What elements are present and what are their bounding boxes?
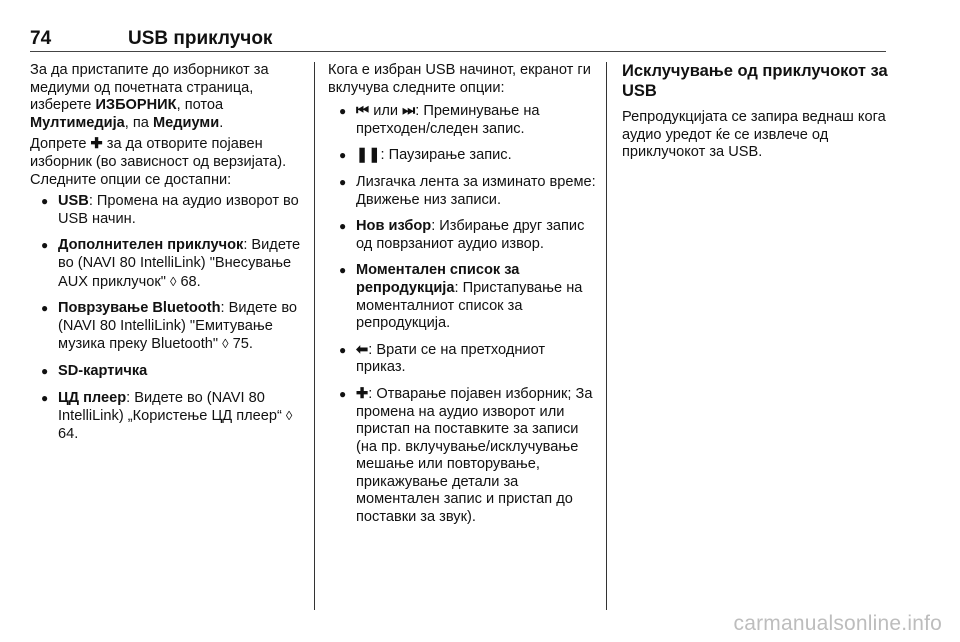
- options-list: [30, 193, 306, 443]
- multimedia-label: Мултимедија: [30, 114, 125, 131]
- list-item: [30, 193, 306, 228]
- list-item: [30, 390, 306, 444]
- list-item: [328, 262, 598, 332]
- skip-back-icon: ⏮: [356, 103, 370, 120]
- page-ref-icon: ◊: [169, 273, 177, 289]
- option-desc: : Паузирање запис.: [380, 147, 512, 164]
- option-desc: : Видете во (NAVI 80 IntelliLink) "Внесување AUX приклучок": [58, 237, 301, 290]
- page-ref: 64.: [58, 425, 79, 442]
- option-desc: : Избирање друг запис од поврзаниот аудио извор.: [356, 218, 585, 252]
- intro-text: , потоа: [176, 97, 224, 114]
- intro-text: За да пристапите до изборникот за медиуми од почетната страница, изберете: [30, 62, 269, 114]
- page-ref-icon: ◊: [222, 336, 229, 352]
- option-name: ЦД плеер: [58, 389, 127, 406]
- pause-icon: ❚❚: [356, 147, 381, 164]
- page-title: USB приклучок: [128, 28, 273, 49]
- skip-forward-icon: ⏭: [402, 103, 416, 120]
- option-desc: Лизгачка лента за изминато време: Движење низ записи.: [356, 173, 596, 208]
- menu-label: ИЗБОРНИК: [95, 97, 177, 114]
- column-middle: [328, 62, 598, 536]
- option-desc: : Врати се на претходниот приказ.: [356, 341, 546, 376]
- page-ref-icon: ◊: [285, 408, 293, 424]
- option-desc: : Видете во (NAVI 80 IntelliLink) „Користење ЦД плеер“: [58, 389, 286, 425]
- page-header: [30, 12, 886, 52]
- popup-text: за да отворите појавен изборник (во зависност од верзијата). Следните опции се достапни:: [30, 136, 287, 188]
- section-text: Репродукцијата се запира веднаш кога аудио уредот ќе се извлече од приклучокот за USB.: [622, 109, 886, 161]
- media-label: Медиуми: [152, 114, 220, 131]
- back-arrow-icon: ⬅: [356, 341, 369, 358]
- list-item: [30, 363, 306, 381]
- popup-text: Допрете: [30, 136, 91, 153]
- plus-icon: ✚: [356, 385, 369, 402]
- option-desc: : Видете во (NAVI 80 IntelliLink) "Емитување музика преку Bluetooth": [58, 300, 298, 353]
- option-name: Дополнителен приклучок: [58, 237, 244, 254]
- option-name: Моментален список за репродукција: [356, 262, 520, 296]
- option-desc: : Пристапување на моменталниот список за репродукција.: [356, 279, 583, 332]
- list-item: [30, 237, 306, 291]
- option-name: USB: [58, 193, 89, 210]
- popup-paragraph: [30, 136, 306, 189]
- option-name: SD-картичка: [58, 362, 148, 379]
- section-title: Исклучување од приклучокот за USB: [622, 62, 888, 100]
- usb-options-list: [328, 103, 598, 526]
- option-desc: : Промена на аудио изворот во USB начин.: [58, 193, 299, 227]
- list-item: [328, 174, 598, 209]
- intro-text: , па: [124, 114, 153, 131]
- page-ref: 68.: [180, 273, 201, 290]
- list-item: [30, 300, 306, 354]
- page-ref: 75.: [232, 336, 253, 353]
- usb-intro: Кога е избран USB начинот, екранот ги вклучува следните опции:: [328, 62, 591, 96]
- option-desc: : Преминување на претходен/следен запис.: [356, 103, 540, 137]
- list-item: [328, 103, 598, 138]
- column-divider: [606, 62, 607, 610]
- column-right: [622, 62, 890, 166]
- list-item: [328, 147, 598, 165]
- list-item: [328, 342, 598, 377]
- option-name: Поврзување Bluetooth: [58, 300, 221, 317]
- option-desc: или: [369, 103, 403, 120]
- option-name: Нов избор: [356, 218, 432, 235]
- option-desc: : Отварање појавен изборник; За промена на аудио изворот или пристап на поставките за записи (на пр. вклучување/исклучување мешање или повторување, прикажување детали за моментален запис и пристап до поставки за звук).: [356, 385, 593, 526]
- intro-paragraph: [30, 62, 306, 132]
- intro-text: .: [219, 114, 224, 131]
- plus-icon: ✚: [90, 136, 103, 153]
- list-item: [328, 386, 598, 527]
- list-item: [328, 218, 598, 253]
- column-divider: [314, 62, 315, 610]
- watermark: carmanualsonline.info: [733, 612, 942, 635]
- column-left: [30, 62, 306, 452]
- page-number: 74: [30, 28, 52, 49]
